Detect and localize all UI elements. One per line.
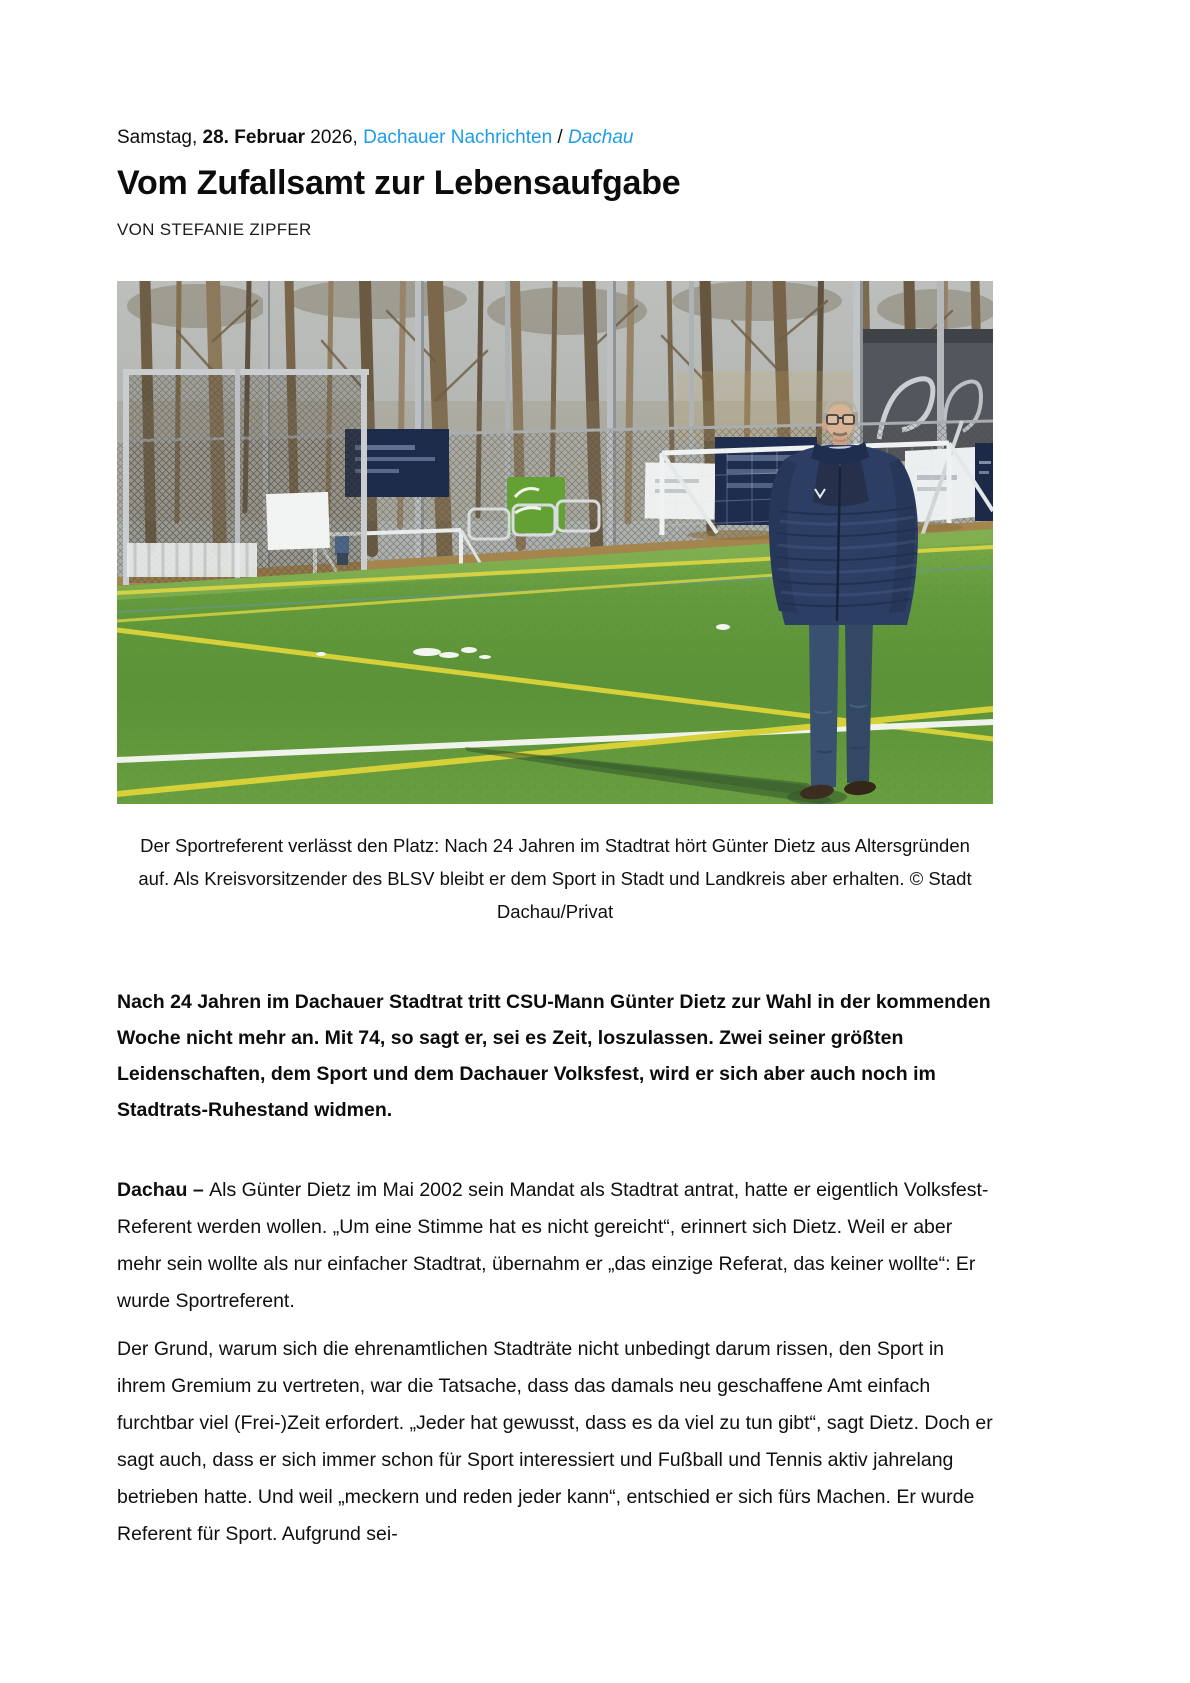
dateline: [117, 126, 993, 151]
article-column: [117, 0, 993, 1553]
body-paragraph: [117, 1172, 993, 1320]
article-photo: [117, 281, 993, 804]
lead-paragraph: Nach 24 Jahren im Dachauer Stadtrat tritt CSU-Mann Günter Dietz zur Wahl in der kommenden Woche nicht mehr an. Mit 74, so sagt er, sei es Zeit, loszulassen. Zwei seiner größten Leidenschaften, dem Sport und dem Dachauer Volksfest, wird er sich aber auch noch im Stadtrats-Ruhestand widmen.: [117, 990, 991, 1121]
paragraph-text: Der Grund, warum sich die ehrenamtlichen Stadträte nicht unbedingt darum rissen, den Sport in ihrem Gremium zu vertreten, war die Tatsache, dass das damals neu geschaffene Amt einfach furchtbar viel (Frei-)Zeit erfordert. „Jeder hat gewusst, dass es da viel zu tun gibt“, sagt Dietz. Doch er sagt auch, dass er sich immer schon für Sport interessiert und Fußball und Tennis aktiv jahrelang betrieben hatte. Und weil „meckern und reden jeder kann“, entschied er sich fürs Machen. Er wurde Referent für Sport. Aufgrund sei-: [117, 1337, 993, 1545]
paragraph-text: Als Günter Dietz im Mai 2002 sein Mandat als Stadtrat antrat, hatte er eigentlich Volksfest-Referent werden wollen. „Um eine Stimme hat es nicht gereicht“, erinnert sich Dietz. Weil er aber mehr sein wollte als nur einfacher Stadtrat, übernahm er „das einzige Referat, das keiner wollte“: Er wurde Sportreferent.: [117, 1178, 989, 1312]
byline: VON STEFANIE ZIPFER: [117, 219, 312, 239]
dateline-year: 2026,: [304, 127, 364, 148]
photo-caption: Der Sportreferent verlässt den Platz: Nach 24 Jahren im Stadtrat hört Günter Dietz aus Altersgründen auf. Als Kreisvorsitzender des BLSV bleibt er dem Sport in Stadt und Landkreis aber erhalten. © Stadt Dachau/Privat: [138, 834, 972, 922]
photo-fence-panel: [123, 369, 369, 585]
body-paragraph: [117, 1331, 993, 1553]
publication-link[interactable]: Dachauer Nachrichten: [363, 127, 553, 148]
paragraph-lead-in: Dachau –: [117, 1178, 210, 1201]
dateline-day: Samstag,: [117, 127, 203, 148]
dateline-separator: /: [552, 127, 568, 148]
headline: Vom Zufallsamt zur Lebensaufgabe: [117, 163, 681, 202]
article-figure: [117, 281, 993, 928]
dateline-date: 28. Februar: [202, 127, 305, 148]
section-link[interactable]: Dachau: [567, 127, 634, 148]
